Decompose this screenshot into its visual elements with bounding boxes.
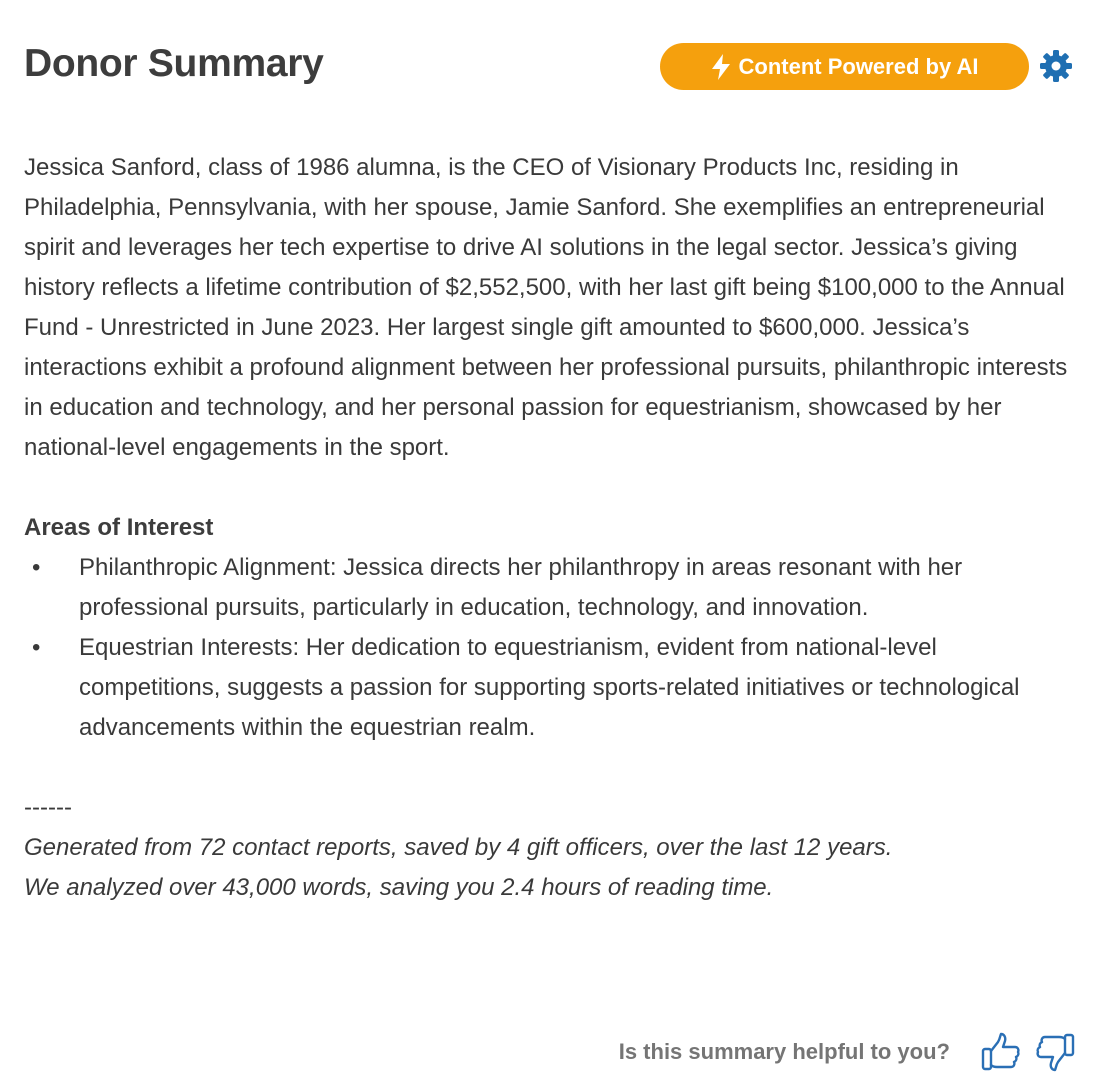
generated-note: Generated from 72 contact reports, saved by 4 gift officers, over the last 12 years. — [24, 834, 893, 861]
gear-icon[interactable] — [1039, 49, 1073, 83]
bullet: • — [32, 554, 41, 581]
ai-content-badge[interactable] — [660, 43, 1029, 90]
lightning-bolt-icon — [711, 54, 731, 80]
feedback-bar — [619, 1030, 1076, 1074]
interest-text: Equestrian Interests: Her dedication to equestrianism, evident from national-level competitions, suggests a passion for supporting sports-related initiatives or technological advancements within the equestrian realm. — [79, 634, 1020, 741]
summary-paragraph: Jessica Sanford, class of 1986 alumna, is the CEO of Visionary Products Inc, residing in Philadelphia, Pennsylvania, with her spouse, Jamie Sanford. She exemplifies an entrepreneurial spirit and leverages her tech expertise to drive AI solutions in the legal sector. Jessica’s giving history reflects a lifetime contribution of $2,552,500, with her last gift being $100,000 to the Annual Fund - Unrestricted in June 2023. Her largest single gift amounted to $600,000. Jessica’s interactions exhibit a profound alignment between her professional pursuits, philanthropic interests in education and technology, and her personal passion for equestrianism, showcased by her national-level engagements in the sport. — [24, 154, 1068, 461]
interest-item — [24, 548, 1082, 628]
thumbs-down-icon[interactable] — [1034, 1031, 1076, 1073]
separator-text: ------ — [24, 794, 72, 821]
thumbs-up-icon[interactable] — [980, 1031, 1022, 1073]
ai-badge-label: Content Powered by AI — [738, 53, 979, 79]
page-title: Donor Summary — [24, 42, 324, 85]
bullet: • — [32, 634, 41, 661]
summary-content — [24, 148, 1082, 908]
interest-text: Philanthropic Alignment: Jessica directs her philanthropy in areas resonant with her professional pursuits, particularly in education, technology, and innovation. — [79, 554, 963, 621]
analyzed-note: We analyzed over 43,000 words, saving you 2.4 hours of reading time. — [24, 874, 774, 901]
feedback-question: Is this summary helpful to you? — [618, 1039, 950, 1064]
summary-header — [24, 40, 1082, 96]
areas-of-interest-list — [24, 548, 1082, 748]
areas-of-interest-heading: Areas of Interest — [24, 514, 214, 541]
interest-item — [24, 628, 1082, 748]
